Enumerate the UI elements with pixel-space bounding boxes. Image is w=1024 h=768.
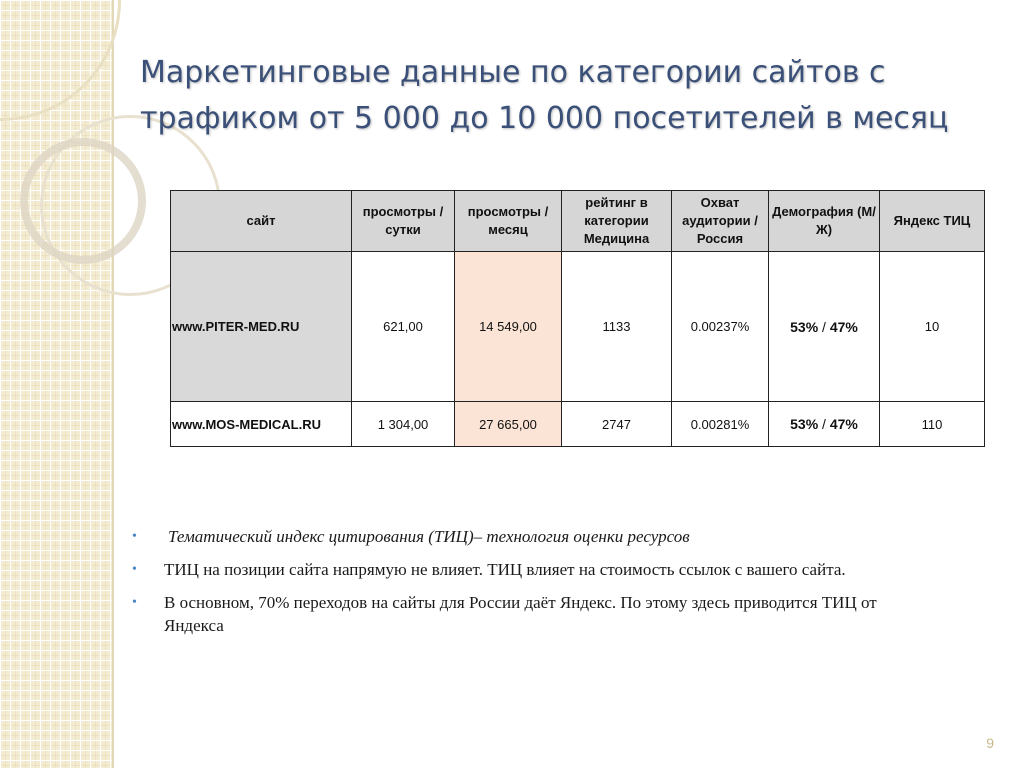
column-header-site: сайт (171, 191, 352, 252)
cell-views-month: 14 549,00 (455, 252, 562, 402)
demo-male: 53% (790, 416, 819, 432)
cell-tic: 10 (880, 252, 985, 402)
note-text: Тематический индекс цитирования (ТИЦ)– технология оценки ресурсов (168, 527, 690, 546)
column-header-tic: Яндекс ТИЦ (880, 191, 985, 252)
demo-male: 53% (790, 318, 819, 335)
demo-female: 47% (829, 416, 858, 432)
marketing-data-table (170, 190, 985, 447)
notes-list (130, 525, 900, 647)
column-header-rating: рейтинг в категории Медицина (562, 191, 672, 252)
cell-demography (769, 252, 880, 402)
table-row (171, 402, 985, 447)
list-item (130, 525, 900, 548)
column-header-views-day: просмотры / сутки (352, 191, 455, 252)
column-header-demography: Демография (М/Ж) (769, 191, 880, 252)
demo-separator: / (822, 318, 826, 335)
demo-separator: / (822, 416, 826, 432)
note-text: В основном, 70% переходов на сайты для России даёт Яндекс. По этому здесь приводится ТИЦ от Яндекса (164, 593, 877, 635)
slide-title: Маркетинговые данные по категории сайтов с трафиком от 5 000 до 10 000 посетителей в месяц (140, 55, 949, 136)
column-header-reach: Охват аудитории / Россия (672, 191, 769, 252)
cell-views-day: 1 304,00 (352, 402, 455, 447)
cell-reach: 0.00281% (672, 402, 769, 447)
cell-site: www.MOS-MEDICAL.RU (171, 402, 352, 447)
bullet-icon: • (132, 562, 137, 577)
bullet-icon: • (132, 595, 137, 610)
cell-tic: 110 (880, 402, 985, 447)
list-item (130, 591, 900, 637)
demo-female: 47% (829, 318, 858, 335)
table-header-row (171, 191, 985, 252)
decorative-ring (20, 138, 146, 264)
cell-reach: 0.00237% (672, 252, 769, 402)
note-text: ТИЦ на позиции сайта напрямую не влияет. ТИЦ влияет на стоимость ссылок с вашего сайта. (164, 560, 846, 579)
cell-rating: 2747 (562, 402, 672, 447)
cell-demography (769, 402, 880, 447)
cell-views-month: 27 665,00 (455, 402, 562, 447)
page-number: 9 (986, 735, 994, 751)
bullet-icon: • (132, 529, 137, 544)
table-row (171, 252, 985, 402)
cell-views-day: 621,00 (352, 252, 455, 402)
cell-site: www.PITER-MED.RU (171, 252, 352, 402)
list-item (130, 558, 900, 581)
column-header-views-month: просмотры / месяц (455, 191, 562, 252)
cell-rating: 1133 (562, 252, 672, 402)
